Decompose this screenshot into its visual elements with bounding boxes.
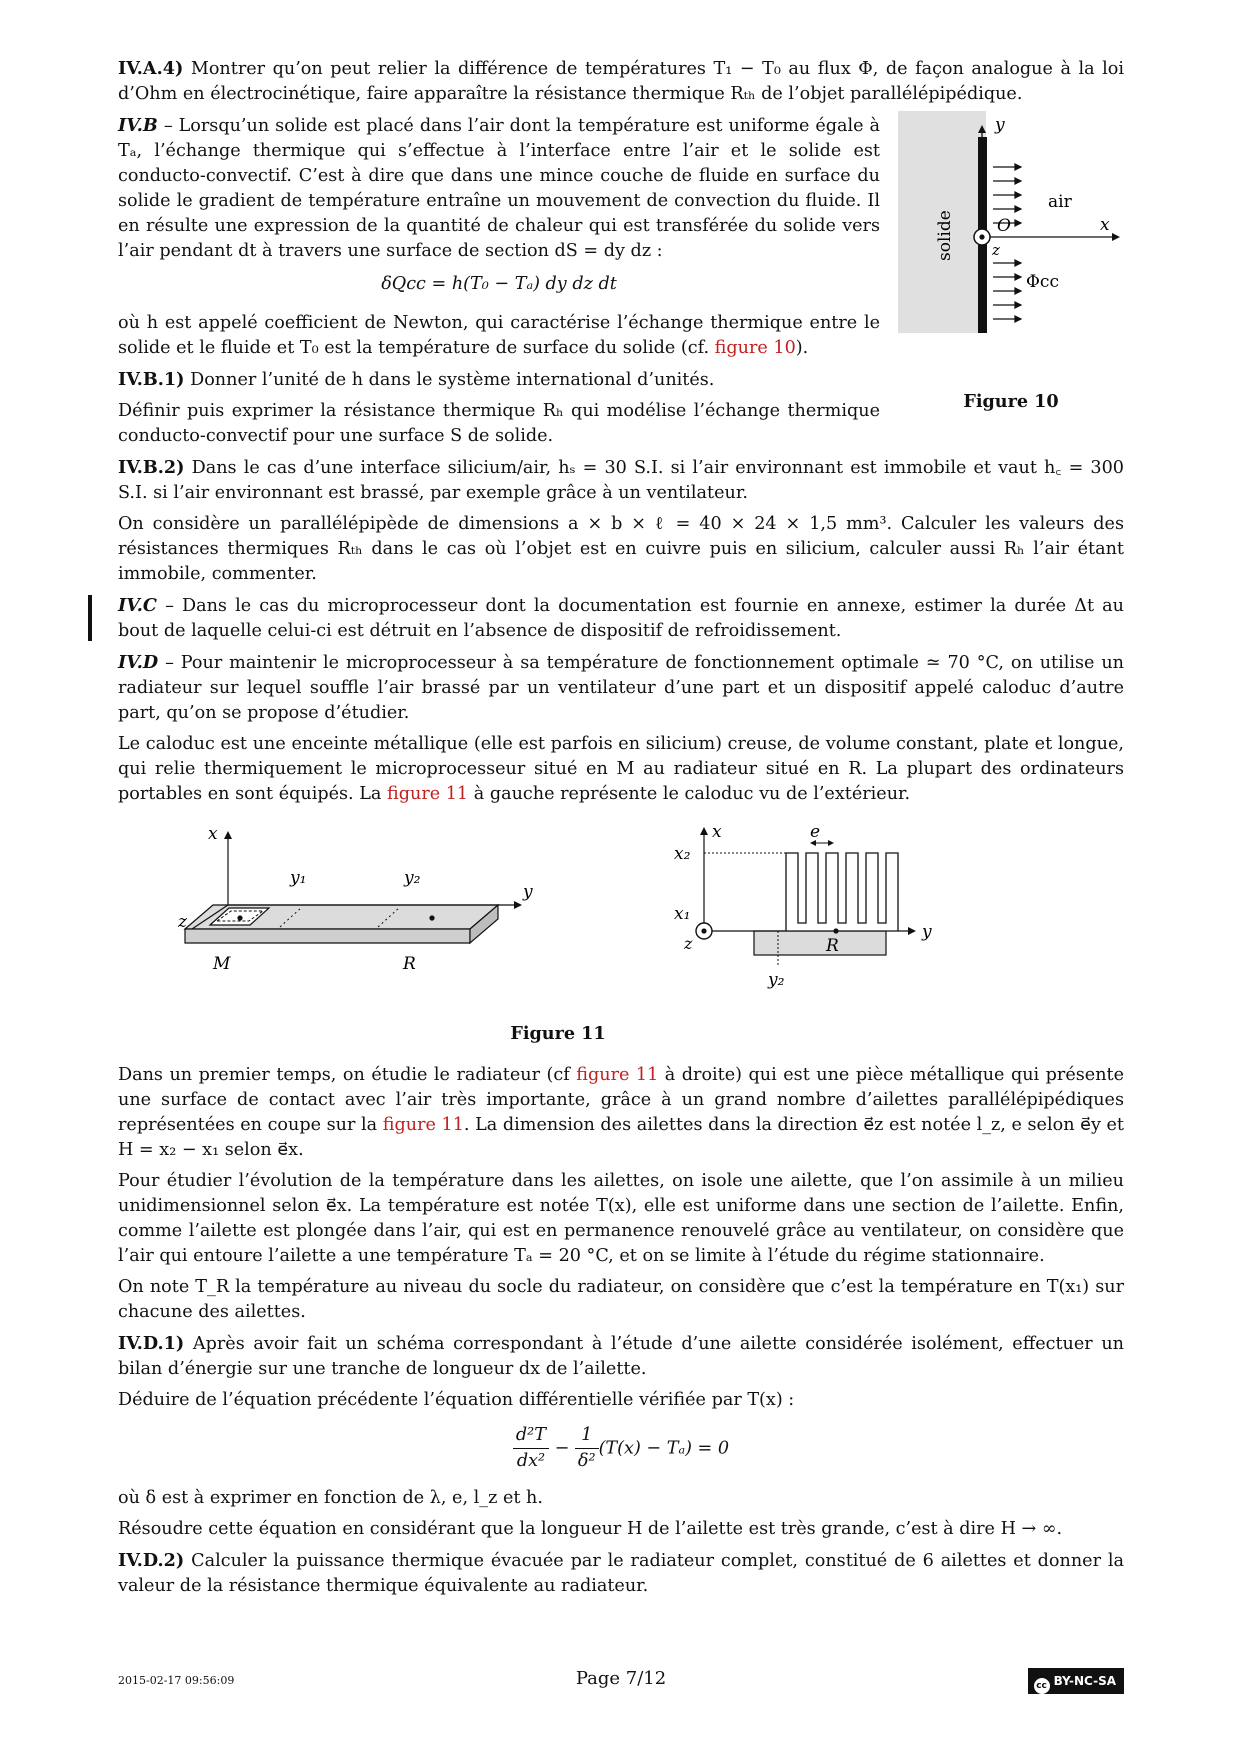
x2-label: x₂ (674, 844, 691, 864)
figure-11-caption: Figure 11 (510, 1023, 606, 1044)
change-bar (88, 595, 92, 641)
section-text: Après avoir fait un schéma correspondant à l’étude d’une ailette considérée isolément, effectuer un bilan d’énergie sur une tranche de longueur dx de l’ailette. (118, 1334, 1125, 1379)
axis-z-label: z (992, 241, 1000, 259)
e-label: e (810, 825, 821, 842)
figure-11-diagram (118, 825, 1124, 1025)
section-label: IV.B.1) (118, 369, 185, 390)
section-iv-a-4 (118, 56, 1124, 107)
section-text: Dans le cas d’une interface silicium/air, hₛ = 30 S.I. si l’air environnant est immobile et vaut h꜀ = 300 S.I. si l’air environnant est brassé, par exemple grâce à un ventilateur. (118, 458, 1125, 503)
section-dash: – (163, 116, 173, 136)
paragraph-caloduc: Le caloduc est une enceinte métallique (elle est parfois en silicium) creuse, de volume constant, plate et longue, qui relie thermiquement le microprocesseur situé en M au radiateur situé en R. La plupart des ordinateurs portables en sont équipés. La figure 11 à gauche représente le caloduc vu de l’extérieur. (118, 734, 1124, 804)
paragraph-deduire: Déduire de l’équation précédente l’équation différentielle vérifiée par T(x) : (118, 1390, 795, 1410)
section-iv-d-1 (118, 1331, 1124, 1382)
figure-10-link[interactable]: figure 10 (714, 338, 796, 358)
left-z-label: z (178, 912, 187, 932)
section-label: IV.D (118, 652, 159, 673)
origin-label: O (997, 216, 1011, 236)
radiator-base (754, 931, 886, 955)
paragraph-radiateur: Dans un premier temps, on étudie le radiateur (cf figure 11 à droite) qui est une pièce métallique qui présente une surface de contact avec l’air très importante, grâce à un grand nombre d’ailettes parallélépipédiques représentées en coupe sur la figure 11. La dimension des ailettes dans la direction e⃗z est notée l_z, e selon e⃗y et H = x₂ − x₁ selon e⃗x. (118, 1065, 1125, 1160)
section-text: Lorsqu’un solide est placé dans l’air dont la température est uniforme égale à Tₐ, l’échange thermique qui s’effectue à l’interface entre l’air et le solide est conducto-convectif. C’est à dire que dans une mince couche de fluide en surface du solide le gradient de température entraîne un mouvement de convection du fluide. Il en résulte une expression de la quantité de chaleur qui est transférée du solide vers l’air pendant dt à travers une surface de section dS = dy dz : (118, 116, 881, 261)
right-y-arrowhead (908, 927, 916, 935)
paragraph-ailette: Pour étudier l’évolution de la température dans les ailettes, on isole une ailette, que l’on assimile à un milieu unidimensionnel selon e⃗x. La température est notée T(x), elle est uniforme dans une section de l’ailette. Enfin, comme l’ailette est plongée dans l’air, qui est en permanence renouvelé grâce au ventilateur, on considère que l’air qui entoure l’ailette a une température Tₐ = 20 °C, et on se limite à l’étude du régime stationnaire. (118, 1171, 1124, 1266)
right-r-label: R (826, 936, 839, 956)
figure-11-link-3[interactable]: figure 11 (382, 1115, 464, 1135)
license-badge[interactable] (1028, 1668, 1124, 1694)
right-y-label: y (922, 922, 932, 942)
y2-label: y₂ (404, 868, 421, 888)
figure-11-link-2[interactable]: figure 11 (576, 1065, 659, 1085)
phi-cc-label: Φcc (1026, 272, 1059, 292)
figure-10-caption: Figure 10 (963, 391, 1059, 412)
section-text: Donner l’unité de h dans le système international d’unités. (190, 370, 715, 390)
axis-y-label: y (995, 115, 1005, 135)
radiator-fins (786, 853, 898, 931)
figure-11 (118, 825, 1124, 1057)
section-label: IV.A.4) (118, 58, 184, 79)
section-text: Dans le cas du microprocesseur dont la documentation est fournie en annexe, estimer la durée Δt au bout de laquelle celui-ci est détruit en l’absence de dispositif de refroidissement. (118, 596, 1124, 641)
section-dash: – (165, 653, 174, 673)
m-label: M (213, 954, 231, 974)
right-r-dot (833, 928, 838, 933)
section-iv-b (118, 113, 880, 264)
section-iv-d (118, 650, 1124, 726)
solide-label: solide (935, 210, 955, 261)
paragraph-resoudre: Résoudre cette équation en considérant que la longueur H de l’ailette est très grande, c’est à dire H → ∞. (118, 1519, 1063, 1539)
page-footer (118, 1668, 1124, 1694)
section-iv-b-2 (118, 455, 1124, 506)
equation-heat-transfer: δQcc = h(T₀ − Tₐ) dy dz dt (381, 274, 617, 294)
right-x-arrowhead (700, 827, 708, 835)
section-text: Montrer qu’on peut relier la différence de températures T₁ − T₀ au flux Φ, de façon analogue à la loi d’Ohm en électrocinétique, faire apparaître la résistance thermique Rₜₕ de l’objet parallélépipédique. (118, 59, 1124, 104)
license-text: BY-NC-SA (1053, 1674, 1116, 1688)
z-axis-dot (979, 234, 984, 239)
fraction-d2t: $\frac{\text{d²T}}{\text{dx²}}$ (513, 1423, 549, 1474)
paragraph-delta: où δ est à exprimer en fonction de λ, e, l_z et h. (118, 1488, 543, 1508)
convection-arrows-lower (993, 260, 1021, 322)
right-x-label: x (712, 825, 722, 842)
left-x-label: x (208, 825, 218, 844)
x-axis-arrowhead (1112, 233, 1120, 241)
caloduc-front-face (185, 929, 470, 943)
r-label: R (403, 954, 416, 974)
left-y-arrowhead (514, 901, 522, 909)
figure-10-diagram (898, 111, 1124, 381)
left-x-arrowhead (224, 831, 232, 839)
axis-x-label: x (1100, 215, 1110, 235)
section-dash: – (165, 596, 174, 616)
right-z-label: z (684, 934, 693, 953)
section-iv-b-1 (118, 367, 880, 393)
y1-label: y₁ (290, 868, 307, 888)
paragraph-parallelepiped: On considère un parallélépipède de dimensions a × b × ℓ = 40 × 24 × 1,5 mm³. Calculer les valeurs des résistances thermiques Rₜₕ dans le cas où l’objet est en cuivre puis en silicium, calculer aussi Rₕ l’air étant immobile, commenter. (118, 514, 1124, 584)
fraction-delta: $\frac{1}{\text{δ²}}$ (575, 1423, 599, 1474)
cc-icon: cc (1034, 1678, 1050, 1694)
air-label: air (1048, 192, 1072, 212)
section-label: IV.B.2) (118, 457, 185, 478)
section-label: IV.D.2) (118, 1550, 185, 1571)
section-text: Calculer la puissance thermique évacuée par le radiateur complet, constitué de 6 ailettes et donner la valeur de la résistance thermique équivalente au radiateur. (118, 1551, 1124, 1596)
left-y-label: y (523, 882, 533, 902)
paragraph-rh: Définir puis exprimer la résistance thermique Rₕ qui modélise l’échange thermique conducto-convectif pour une surface S de solide. (118, 401, 880, 446)
point-m-dot (237, 915, 242, 920)
page-content (118, 56, 1124, 1605)
equation-differential: $\frac{\text{d²T}}{\text{dx²}}$ − $\frac{1}{\text{δ²}}$ (T(x) − Tₐ) = 0 (118, 1423, 1124, 1474)
section-iv-d-2 (118, 1548, 1124, 1599)
point-r-dot (429, 915, 434, 920)
section-label: IV.B (118, 115, 158, 136)
footer-page-number: Page 7/12 (575, 1668, 667, 1689)
paragraph-newton: où h est appelé coefficient de Newton, qui caractérise l’échange thermique entre le solide et le fluide et T₀ est la température de surface du solide (cf. figure 10). (118, 313, 880, 358)
radiator-drawing (674, 825, 932, 990)
x1-label: x₁ (674, 904, 691, 924)
footer-date: 2015-02-17 09:56:09 (118, 1674, 235, 1687)
section-label: IV.C (118, 595, 157, 616)
figure-11-link[interactable]: figure 11 (387, 784, 469, 804)
section-text: Pour maintenir le microprocesseur à sa température de fonctionnement optimale ≃ 70 °C, on utilise un radiateur sur lequel souffle l’air brassé par un ventilateur d’une part et un dispositif appelé caloduc d’autre part, qu’on se propose d’étudier. (118, 653, 1124, 723)
figure-10 (898, 111, 1124, 412)
section-iv-c (118, 593, 1124, 644)
right-y2-label: y₂ (768, 970, 785, 990)
right-z-dot (701, 928, 706, 933)
caloduc-drawing (177, 825, 533, 974)
e-arrow-right (828, 840, 834, 846)
section-label: IV.D.1) (118, 1333, 185, 1354)
paragraph-tr: On note T_R la température au niveau du socle du radiateur, on considère que c’est la température en T(x₁) sur chacune des ailettes. (118, 1277, 1124, 1322)
section-iv-b-block (118, 113, 1124, 449)
